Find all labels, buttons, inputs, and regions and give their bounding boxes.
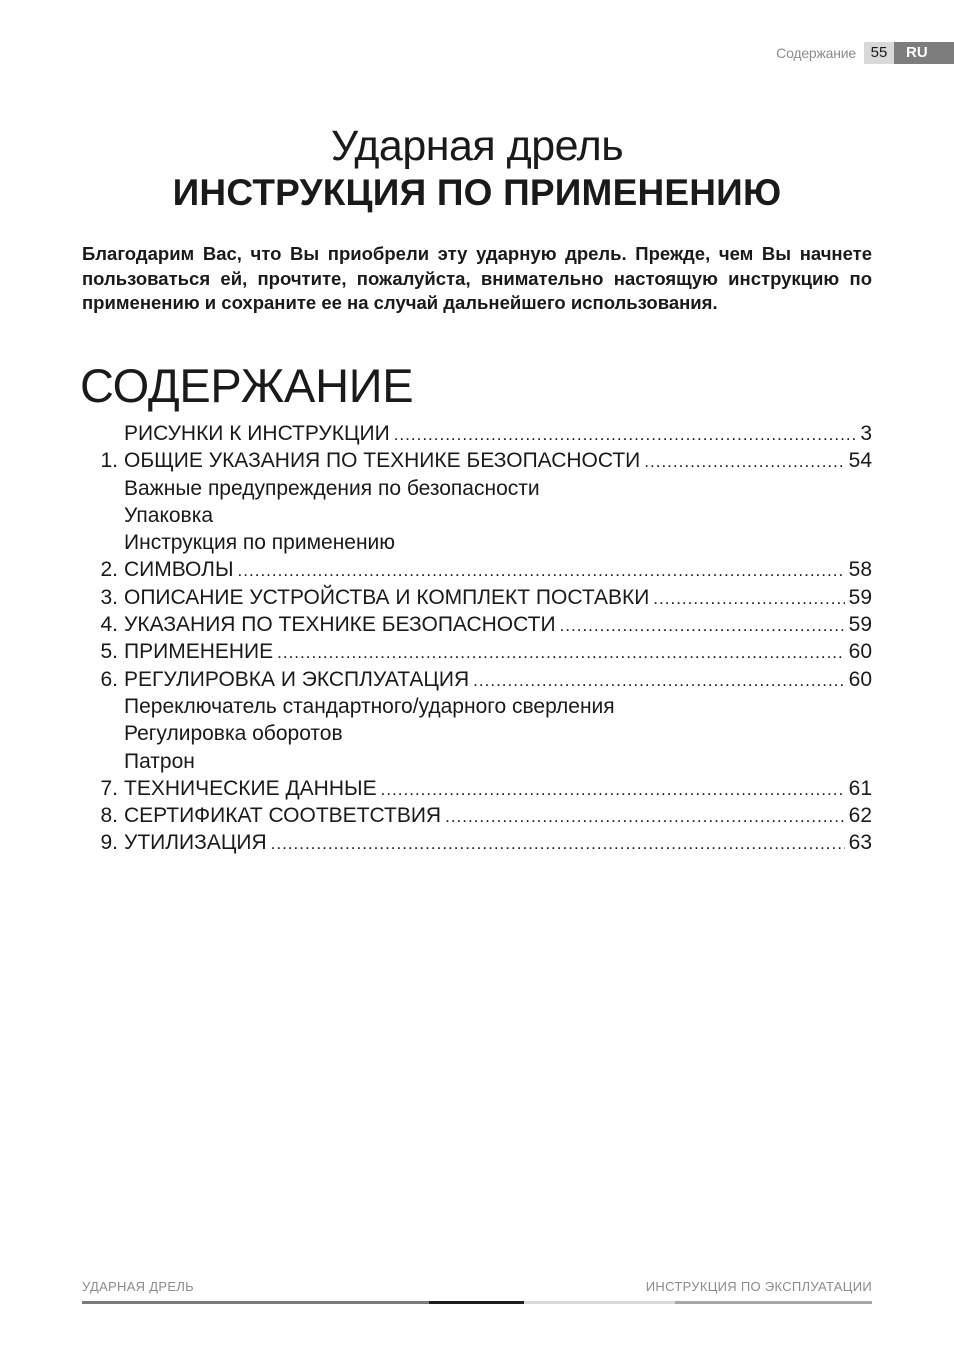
toc-entry-title: Важные предупреждения по безопасности bbox=[124, 476, 540, 500]
toc-entry-page: 60 bbox=[848, 640, 872, 664]
toc-entry bbox=[0, 611, 954, 638]
toc-entry bbox=[0, 802, 954, 829]
toc-dot-leader bbox=[271, 830, 845, 857]
toc-entry-line bbox=[124, 475, 872, 502]
toc-subentry bbox=[0, 529, 954, 556]
toc-entry-title: УТИЛИЗАЦИЯ bbox=[124, 831, 267, 855]
toc-entry bbox=[0, 420, 954, 447]
toc-entry-title: РЕГУЛИРОВКА И ЭКСПЛУАТАЦИЯ bbox=[124, 667, 470, 691]
toc-entry-page: 61 bbox=[848, 776, 872, 800]
toc-subentry bbox=[0, 748, 954, 775]
toc-entry-line bbox=[124, 720, 872, 747]
toc-entry-title: Упаковка bbox=[124, 503, 214, 527]
toc-dot-leader bbox=[445, 803, 845, 830]
toc-subentry bbox=[0, 502, 954, 529]
toc-entry-line bbox=[124, 420, 872, 448]
toc-entry bbox=[0, 556, 954, 583]
toc-entry-title: ПРИМЕНЕНИЕ bbox=[124, 640, 274, 664]
toc-entry-page: 60 bbox=[848, 667, 872, 691]
toc-entry-page: 63 bbox=[848, 831, 872, 855]
toc-dot-leader bbox=[394, 421, 857, 448]
header-language-tab: RU bbox=[894, 42, 954, 64]
toc-entry-page: 59 bbox=[848, 585, 872, 609]
toc-entry-title: СИМВОЛЫ bbox=[124, 558, 234, 582]
toc-entry-line bbox=[124, 556, 872, 584]
toc-entry-line bbox=[124, 611, 872, 639]
toc-entry-line bbox=[124, 666, 872, 694]
toc-entry-number: 6. bbox=[100, 667, 118, 691]
toc-entry-title: ОПИСАНИЕ УСТРОЙСТВА И КОМПЛЕКТ ПОСТАВКИ bbox=[124, 585, 650, 609]
toc-entry-title: СЕРТИФИКАТ СООТВЕТСТВИЯ bbox=[124, 804, 442, 828]
toc-entry bbox=[0, 584, 954, 611]
toc-entry-line bbox=[124, 693, 872, 720]
toc-entry-page: 54 bbox=[848, 449, 872, 473]
toc-entry bbox=[0, 829, 954, 856]
toc-subentry bbox=[0, 693, 954, 720]
contents-heading: СОДЕРЖАНИЕ bbox=[80, 359, 414, 412]
toc-entry-number: 7. bbox=[100, 776, 118, 800]
toc-entry-number: 9. bbox=[100, 831, 118, 855]
toc-entry-title: Патрон bbox=[124, 749, 195, 773]
toc-entry-page: 3 bbox=[860, 422, 872, 445]
product-title: Ударная дрель bbox=[330, 122, 624, 170]
toc-entry-line bbox=[124, 775, 872, 803]
toc-dot-leader bbox=[381, 776, 845, 803]
toc-dot-leader bbox=[473, 667, 844, 694]
toc-entry-page: 58 bbox=[848, 558, 872, 582]
toc-entry-title: ТЕХНИЧЕСКИЕ ДАННЫЕ bbox=[124, 776, 377, 800]
toc-entry-title: УКАЗАНИЯ ПО ТЕХНИКЕ БЕЗОПАСНОСТИ bbox=[124, 613, 556, 637]
toc-entry-title: Инструкция по применению bbox=[124, 531, 396, 555]
toc-entry-line bbox=[124, 447, 872, 475]
toc-entry-page: 62 bbox=[848, 804, 872, 828]
header-page-number: 55 bbox=[864, 42, 894, 64]
toc-entry-line bbox=[124, 502, 872, 529]
toc-subentry bbox=[0, 720, 954, 747]
toc-dot-leader bbox=[653, 585, 844, 612]
document-title: ИНСТРУКЦИЯ ПО ПРИМЕНЕНИЮ bbox=[172, 172, 782, 213]
toc-entry bbox=[0, 638, 954, 665]
toc-subentry bbox=[0, 475, 954, 502]
toc-entry bbox=[0, 666, 954, 693]
toc-entry-page: 59 bbox=[848, 613, 872, 637]
footer-bar-segment bbox=[675, 1301, 872, 1304]
toc-entry bbox=[0, 775, 954, 802]
toc-entry-number: 3. bbox=[100, 585, 118, 609]
toc-entry-number: 1. bbox=[100, 449, 118, 473]
toc-dot-leader bbox=[560, 612, 845, 639]
toc-entry-number: 5. bbox=[100, 640, 118, 664]
toc-entry-title: Регулировка оборотов bbox=[124, 722, 343, 746]
toc-entry-title: ОБЩИЕ УКАЗАНИЯ ПО ТЕХНИКЕ БЕЗОПАСНОСТИ bbox=[124, 449, 641, 473]
toc-entry-title: Переключатель стандартного/ударного сверления bbox=[124, 694, 615, 718]
toc-dot-leader bbox=[238, 557, 845, 584]
toc-entry-line bbox=[124, 748, 872, 775]
toc-entry-line bbox=[124, 638, 872, 666]
toc-entry-line bbox=[124, 802, 872, 830]
toc-entry-title: РИСУНКИ К ИНСТРУКЦИИ bbox=[124, 422, 390, 445]
toc-entry-line bbox=[124, 584, 872, 612]
footer-product-name: УДАРНАЯ ДРЕЛЬ bbox=[82, 1279, 194, 1294]
footer-document-name: ИНСТРУКЦИЯ ПО ЭКСПЛУАТАЦИИ bbox=[645, 1279, 872, 1294]
toc-entry-number: 2. bbox=[100, 558, 118, 582]
footer-bar-segment bbox=[82, 1301, 429, 1304]
toc-entry-line bbox=[124, 829, 872, 857]
toc-entry-line bbox=[124, 529, 872, 556]
toc-dot-leader bbox=[644, 448, 844, 475]
toc-entry bbox=[0, 447, 954, 474]
toc-dot-leader bbox=[277, 639, 845, 666]
footer-bar-segment bbox=[524, 1301, 675, 1304]
header-section-label: Содержание bbox=[776, 45, 856, 61]
table-of-contents bbox=[0, 420, 954, 857]
footer-bar-segment bbox=[429, 1301, 524, 1304]
toc-entry-number: 4. bbox=[100, 613, 118, 637]
intro-paragraph: Благодарим Вас, что Вы приобрели эту ударную дрель. Прежде, чем Вы начнете пользоваться ей, прочтите, пожалуйста, внимательно настоящую инструкцию по применению и сохраните ее на случай дальнейшего использования. bbox=[82, 243, 872, 313]
toc-entry-number: 8. bbox=[100, 804, 118, 828]
